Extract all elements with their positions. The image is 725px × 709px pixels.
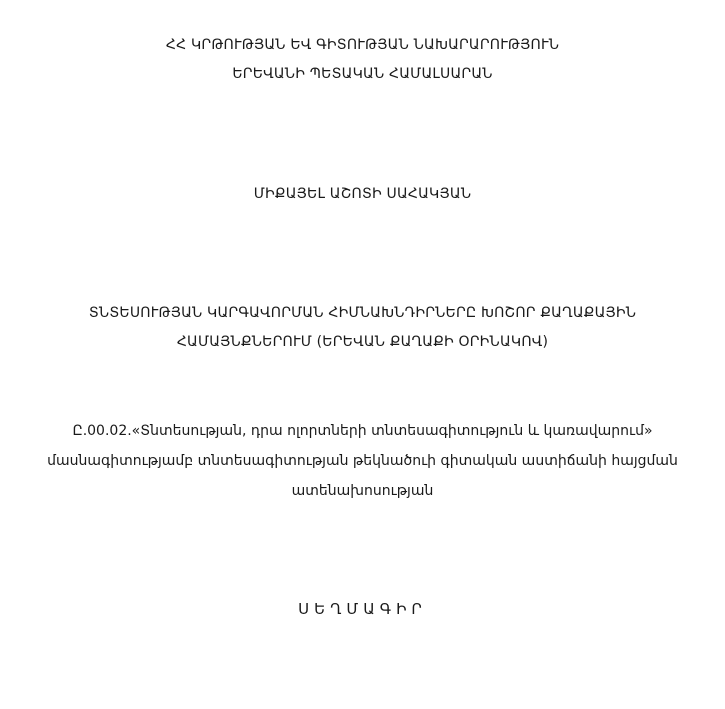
thesis-title-line-2: ՀԱՄԱՅՆՔՆԵՐՈՒՄ (ԵՐԵՎԱՆ ՔԱՂԱՔԻ ՕՐԻՆԱԿՈՎ): [176, 334, 549, 350]
specialty-line-1: Ը.00.02.«Տնտեսության, դրա ոլորտների տնտեսագիտություն և կառավարում»: [72, 423, 653, 439]
author-name: ՄԻՔԱՅԵԼ ԱՇՈՏԻ ՍԱՀԱԿՅԱՆ: [253, 186, 472, 202]
specialty-line-2: մասնագիտությամբ տնտեսագիտության թեկնածուի գիտական աստիճանի հայցման: [47, 453, 678, 469]
specialty-line-3: ատենախոսության: [291, 483, 434, 499]
document-type: ՍԵՂՄԱԳԻՐ: [298, 600, 427, 618]
university-heading: ԵՐԵՎԱՆԻ ՊԵՏԱԿԱՆ ՀԱՄԱԼՍԱՐԱՆ: [232, 66, 493, 82]
ministry-heading: ՀՀ ԿՐԹՈՒԹՅԱՆ ԵՎ ԳԻՏՈՒԹՅԱՆ ՆԱԽԱՐԱՐՈՒԹՅՈՒՆ: [165, 37, 560, 53]
thesis-title-line-1: ՏՆՏԵՍՈՒԹՅԱՆ ԿԱՐԳԱՎՈՐՄԱՆ ՀԻՄՆԱԽՆԴԻՐՆԵՐԸ ԽՈՇՈՐ ՔԱՂԱՔԱՅԻՆ: [88, 305, 637, 321]
